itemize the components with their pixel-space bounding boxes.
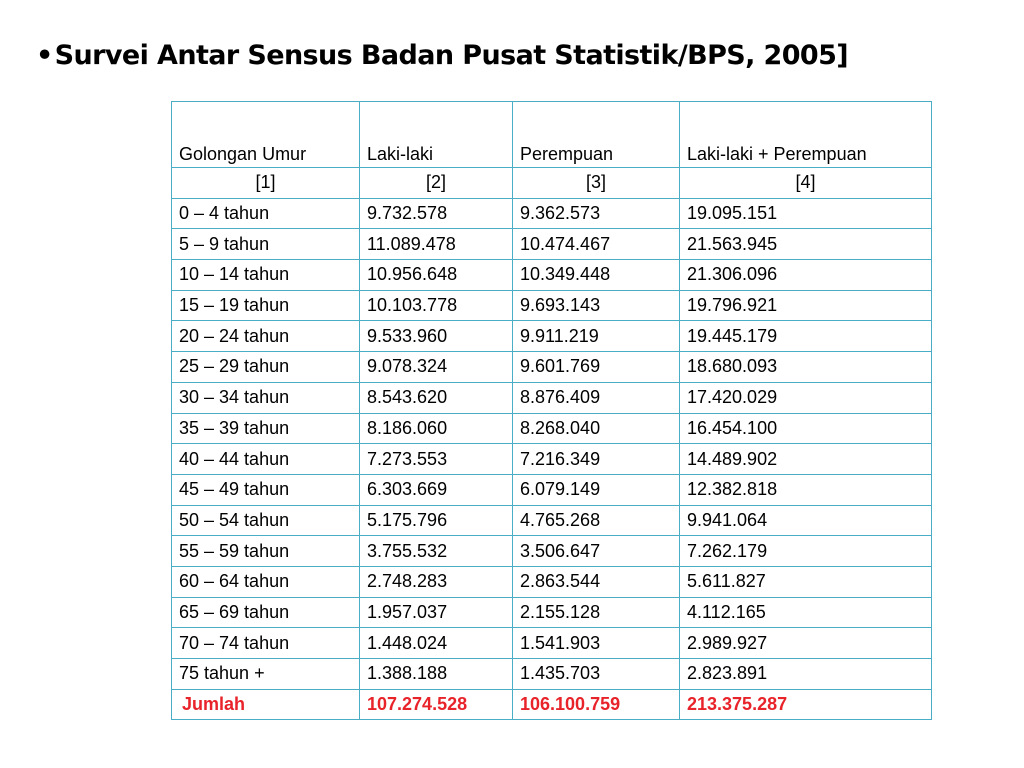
header-cell-female: Perempuan xyxy=(513,102,680,168)
total-count-cell: 21.563.945 xyxy=(680,229,932,260)
male-count-cell: 1.957.037 xyxy=(360,597,513,628)
female-count-cell: 10.474.467 xyxy=(513,229,680,260)
header-cell-male: Laki-laki xyxy=(360,102,513,168)
total-label-cell: Jumlah xyxy=(172,689,360,720)
female-count-cell: 1.435.703 xyxy=(513,659,680,690)
age-group-cell: 30 – 34 tahun xyxy=(172,382,360,413)
female-count-cell: 3.506.647 xyxy=(513,536,680,567)
total-count-cell: 2.989.927 xyxy=(680,628,932,659)
female-count-cell: 9.601.769 xyxy=(513,352,680,383)
female-count-cell: 8.876.409 xyxy=(513,382,680,413)
table-row xyxy=(172,628,932,659)
total-row xyxy=(172,689,932,720)
header-cell-total: Laki-laki + Perempuan xyxy=(680,102,932,168)
table-row xyxy=(172,597,932,628)
column-index-row xyxy=(172,168,932,199)
age-group-cell: 15 – 19 tahun xyxy=(172,290,360,321)
age-group-cell: 25 – 29 tahun xyxy=(172,352,360,383)
title-text: Survei Antar Sensus Badan Pusat Statistik/BPS, 2005] xyxy=(54,40,849,71)
total-count-cell: 2.823.891 xyxy=(680,659,932,690)
male-count-cell: 5.175.796 xyxy=(360,505,513,536)
total-female-cell: 106.100.759 xyxy=(513,689,680,720)
age-group-cell: 55 – 59 tahun xyxy=(172,536,360,567)
total-count-cell: 19.095.151 xyxy=(680,198,932,229)
total-count-cell: 18.680.093 xyxy=(680,352,932,383)
male-count-cell: 6.303.669 xyxy=(360,474,513,505)
male-count-cell: 1.448.024 xyxy=(360,628,513,659)
total-all-cell: 213.375.287 xyxy=(680,689,932,720)
male-count-cell: 7.273.553 xyxy=(360,444,513,475)
female-count-cell: 10.349.448 xyxy=(513,260,680,291)
female-count-cell: 8.268.040 xyxy=(513,413,680,444)
table-row xyxy=(172,659,932,690)
header-cell-age-group: Golongan Umur xyxy=(172,102,360,168)
male-count-cell: 10.956.648 xyxy=(360,260,513,291)
male-count-cell: 8.543.620 xyxy=(360,382,513,413)
age-group-cell: 45 – 49 tahun xyxy=(172,474,360,505)
total-count-cell: 17.420.029 xyxy=(680,382,932,413)
table-row xyxy=(172,444,932,475)
table-row xyxy=(172,413,932,444)
male-count-cell: 1.388.188 xyxy=(360,659,513,690)
total-count-cell: 9.941.064 xyxy=(680,505,932,536)
male-count-cell: 9.533.960 xyxy=(360,321,513,352)
female-count-cell: 2.863.544 xyxy=(513,566,680,597)
age-group-cell: 60 – 64 tahun xyxy=(172,566,360,597)
table-row xyxy=(172,382,932,413)
column-index-cell: [3] xyxy=(513,168,680,199)
title-bullet: • xyxy=(36,40,53,71)
male-count-cell: 10.103.778 xyxy=(360,290,513,321)
total-male-cell: 107.274.528 xyxy=(360,689,513,720)
age-group-cell: 40 – 44 tahun xyxy=(172,444,360,475)
age-group-cell: 5 – 9 tahun xyxy=(172,229,360,260)
table-row xyxy=(172,290,932,321)
male-count-cell: 11.089.478 xyxy=(360,229,513,260)
male-count-cell: 9.732.578 xyxy=(360,198,513,229)
table-row xyxy=(172,198,932,229)
slide-title xyxy=(36,40,848,71)
male-count-cell: 2.748.283 xyxy=(360,566,513,597)
female-count-cell: 9.362.573 xyxy=(513,198,680,229)
table-row xyxy=(172,321,932,352)
total-count-cell: 12.382.818 xyxy=(680,474,932,505)
table-row xyxy=(172,505,932,536)
age-group-cell: 0 – 4 tahun xyxy=(172,198,360,229)
age-group-cell: 50 – 54 tahun xyxy=(172,505,360,536)
total-count-cell: 19.796.921 xyxy=(680,290,932,321)
table-row xyxy=(172,566,932,597)
female-count-cell: 9.693.143 xyxy=(513,290,680,321)
female-count-cell: 9.911.219 xyxy=(513,321,680,352)
column-index-cell: [2] xyxy=(360,168,513,199)
male-count-cell: 9.078.324 xyxy=(360,352,513,383)
table-row xyxy=(172,229,932,260)
total-count-cell: 19.445.179 xyxy=(680,321,932,352)
column-index-cell: [1] xyxy=(172,168,360,199)
total-count-cell: 5.611.827 xyxy=(680,566,932,597)
male-count-cell: 8.186.060 xyxy=(360,413,513,444)
female-count-cell: 7.216.349 xyxy=(513,444,680,475)
male-count-cell: 3.755.532 xyxy=(360,536,513,567)
total-count-cell: 7.262.179 xyxy=(680,536,932,567)
age-group-cell: 75 tahun + xyxy=(172,659,360,690)
population-table xyxy=(171,101,932,720)
column-index-cell: [4] xyxy=(680,168,932,199)
table-row xyxy=(172,352,932,383)
female-count-cell: 2.155.128 xyxy=(513,597,680,628)
age-group-cell: 70 – 74 tahun xyxy=(172,628,360,659)
age-group-cell: 65 – 69 tahun xyxy=(172,597,360,628)
total-count-cell: 16.454.100 xyxy=(680,413,932,444)
age-group-cell: 35 – 39 tahun xyxy=(172,413,360,444)
female-count-cell: 4.765.268 xyxy=(513,505,680,536)
total-count-cell: 21.306.096 xyxy=(680,260,932,291)
table-row xyxy=(172,536,932,567)
age-group-cell: 10 – 14 tahun xyxy=(172,260,360,291)
female-count-cell: 6.079.149 xyxy=(513,474,680,505)
table-row xyxy=(172,474,932,505)
age-group-cell: 20 – 24 tahun xyxy=(172,321,360,352)
total-count-cell: 14.489.902 xyxy=(680,444,932,475)
female-count-cell: 1.541.903 xyxy=(513,628,680,659)
table-row xyxy=(172,260,932,291)
header-row xyxy=(172,102,932,168)
total-count-cell: 4.112.165 xyxy=(680,597,932,628)
